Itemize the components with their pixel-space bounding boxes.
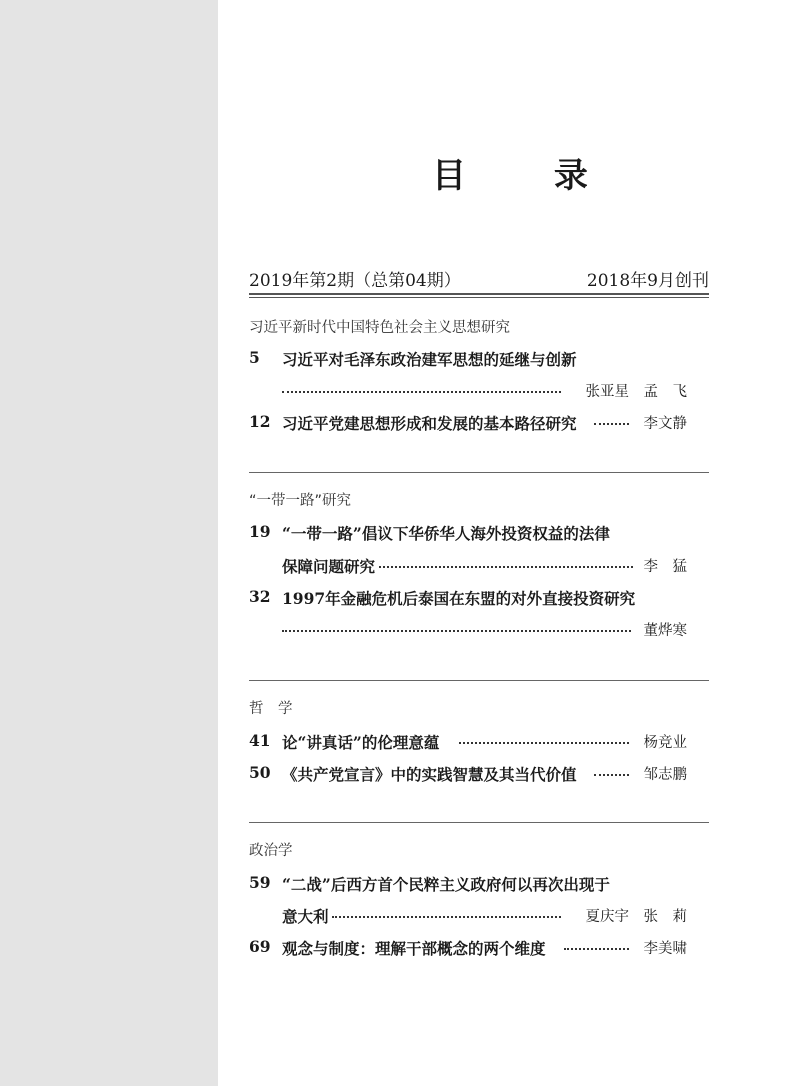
- article-title: 观念与制度：理解干部概念的两个维度: [282, 939, 546, 958]
- page-number: 69: [249, 937, 271, 956]
- leader-dots: [332, 916, 561, 918]
- page-number: 5: [249, 348, 260, 367]
- toc-entry[interactable]: [249, 873, 687, 895]
- toc-entry[interactable]: [249, 348, 687, 370]
- toc-entry[interactable]: [249, 412, 687, 434]
- leader-dots: [594, 774, 629, 776]
- leader-dots: [594, 423, 629, 425]
- toc-entry-continuation[interactable]: [249, 555, 687, 577]
- toc-entry[interactable]: [249, 587, 687, 609]
- article-title: 习近平党建思想形成和发展的基本路径研究: [282, 414, 577, 433]
- toc-entry-continuation[interactable]: [249, 380, 687, 402]
- article-title: 习近平对毛泽东政治建军思想的延继与创新: [282, 350, 577, 369]
- section-title: “一带一路”研究: [249, 493, 352, 509]
- article-title: 1997年金融危机后泰国在东盟的对外直接投资研究: [282, 589, 636, 608]
- section-divider: [249, 472, 709, 473]
- header-double-rule: [249, 293, 709, 298]
- article-author: 邹志鹏: [643, 767, 687, 783]
- page-number: 59: [249, 873, 271, 892]
- toc-entry[interactable]: [249, 763, 687, 785]
- section-title: 习近平新时代中国特色社会主义思想研究: [249, 320, 510, 336]
- leader-dots: [282, 391, 561, 393]
- page-title: 目 录: [432, 156, 626, 196]
- article-title-continued: 意大利: [282, 907, 329, 926]
- section-divider: [249, 822, 709, 823]
- leader-dots: [379, 566, 633, 568]
- article-title: 《共产党宣言》中的实践智慧及其当代价值: [282, 765, 577, 784]
- article-title: “二战”后西方首个民粹主义政府何以再次出现于: [282, 875, 610, 894]
- toc-entry[interactable]: [249, 731, 687, 753]
- leader-dots: [282, 630, 631, 632]
- article-title-continued: 保障问题研究: [282, 557, 376, 576]
- article-title: “一带一路”倡议下华侨华人海外投资权益的法律: [282, 524, 610, 543]
- section-divider: [249, 680, 709, 681]
- issue-line: [249, 266, 709, 291]
- page-number: 41: [249, 731, 271, 750]
- article-author: 夏庆宇 张 莉: [585, 909, 687, 925]
- article-author: 李文静: [643, 416, 687, 432]
- founding-date: 2018年9月创刊: [586, 271, 709, 291]
- issue-number: 2019年第2期（总第04期）: [249, 271, 461, 291]
- left-margin-band: [0, 0, 218, 1086]
- toc-entry[interactable]: [249, 937, 687, 959]
- toc-entry-continuation[interactable]: [249, 619, 687, 641]
- article-author: 李 猛: [643, 559, 687, 575]
- article-author: 张亚星 孟 飞: [585, 384, 687, 400]
- leader-dots: [459, 742, 629, 744]
- article-author: 李美啸: [643, 941, 687, 957]
- article-title: 论“讲真话”的伦理意蕴: [282, 733, 440, 752]
- article-author: 杨竞业: [643, 735, 687, 751]
- section-title: 哲 学: [249, 701, 293, 717]
- toc-entry[interactable]: [249, 522, 687, 544]
- section-title: 政治学: [249, 843, 293, 859]
- article-author: 董烨寒: [643, 623, 687, 639]
- page-number: 12: [249, 412, 271, 431]
- page-number: 50: [249, 763, 271, 782]
- page-number: 19: [249, 522, 271, 541]
- leader-dots: [564, 948, 629, 950]
- page-number: 32: [249, 587, 271, 606]
- toc-entry-continuation[interactable]: [249, 905, 687, 927]
